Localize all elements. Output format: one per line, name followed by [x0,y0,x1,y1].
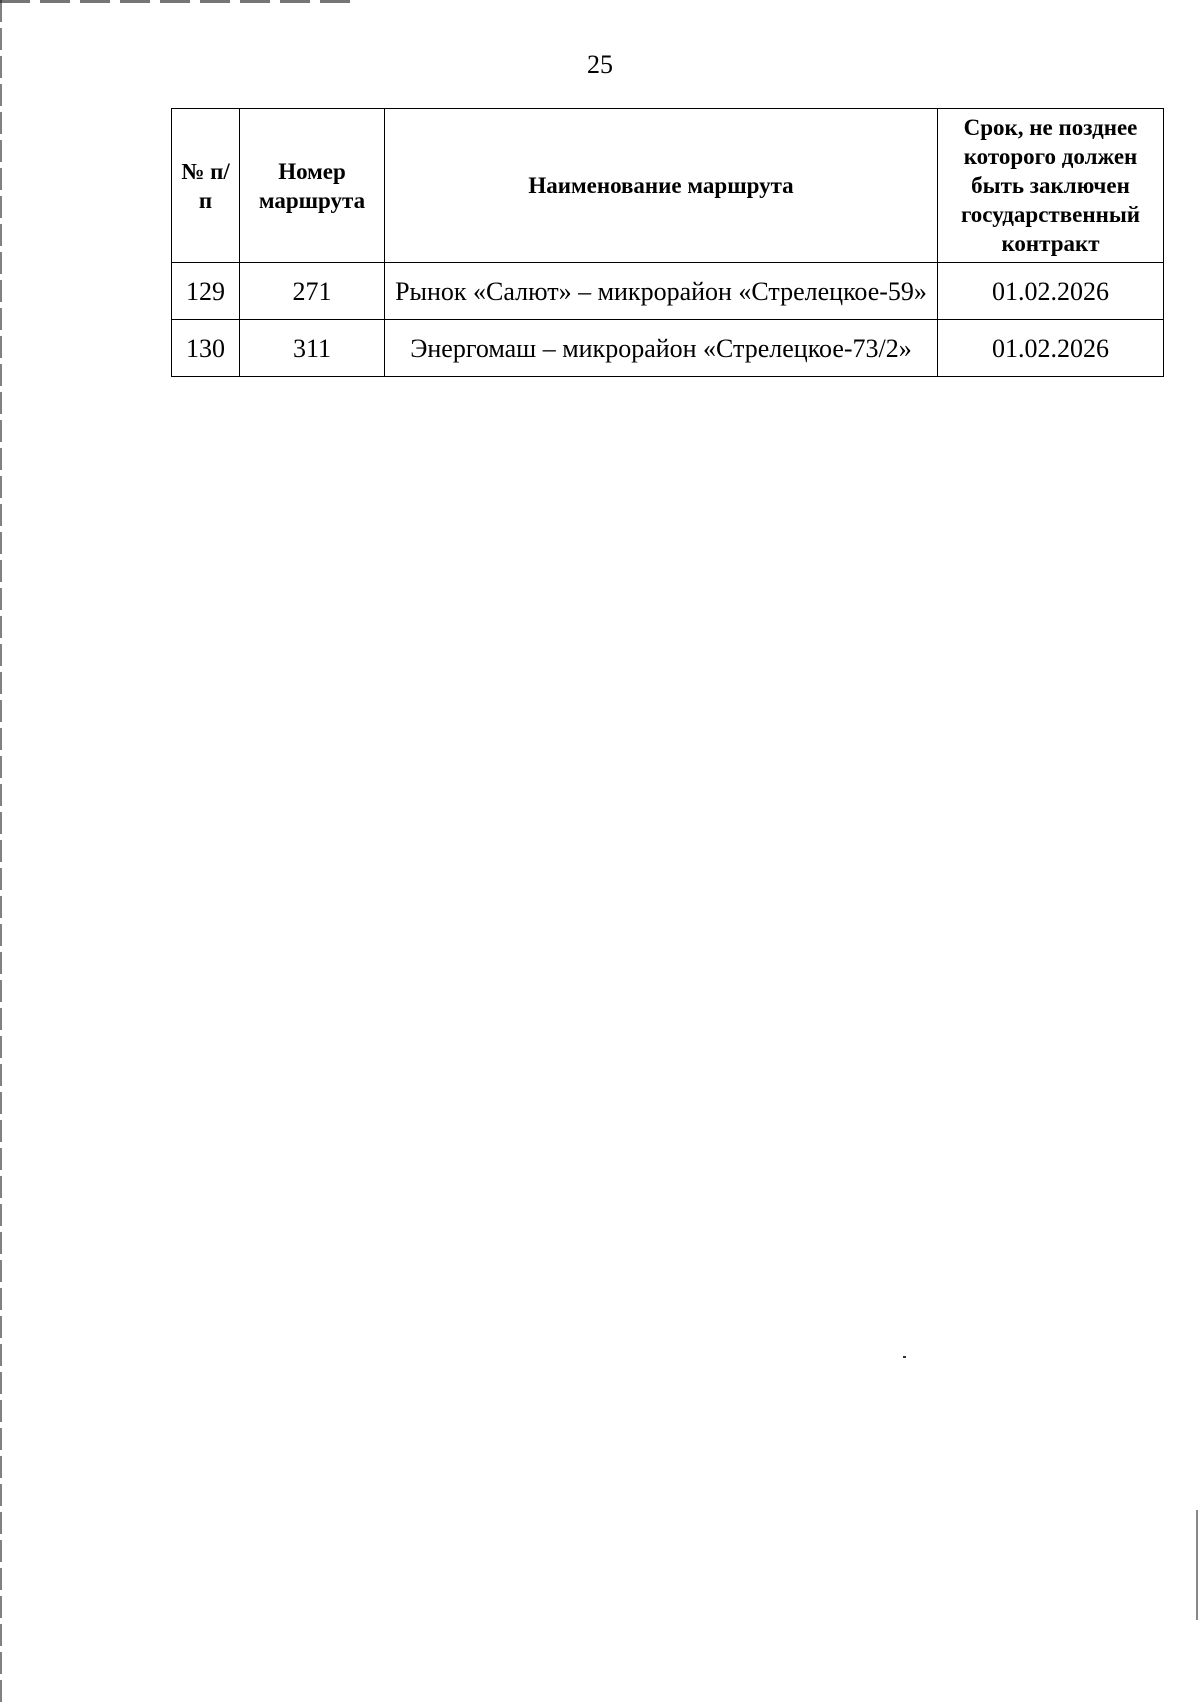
scan-dot-mark [903,1356,906,1358]
scan-edge-left [0,0,2,1705]
cell-route-name: Энергомаш – микрорайон «Стрелецкое-73/2» [385,320,938,377]
header-route-number: Номер маршрута [240,109,385,263]
cell-deadline: 01.02.2026 [938,263,1164,320]
routes-table [171,108,1164,377]
scan-edge-right [1196,1510,1198,1620]
cell-route-name: Рынок «Салют» – микрорайон «Стрелецкое-59» [385,263,938,320]
cell-num: 129 [172,263,240,320]
header-row [172,109,1164,263]
scan-edge-top [0,0,360,3]
cell-num: 130 [172,320,240,377]
table-body [172,263,1164,377]
page-number: 25 [587,50,613,79]
header-num: № п/п [172,109,240,263]
cell-route-number: 271 [240,263,385,320]
header-deadline: Срок, не позднее которого должен быть заключен государственный контракт [938,109,1164,263]
table-row [172,320,1164,377]
table-row [172,263,1164,320]
table-header [172,109,1164,263]
cell-deadline: 01.02.2026 [938,320,1164,377]
header-route-name: Наименование маршрута [385,109,938,263]
cell-route-number: 311 [240,320,385,377]
